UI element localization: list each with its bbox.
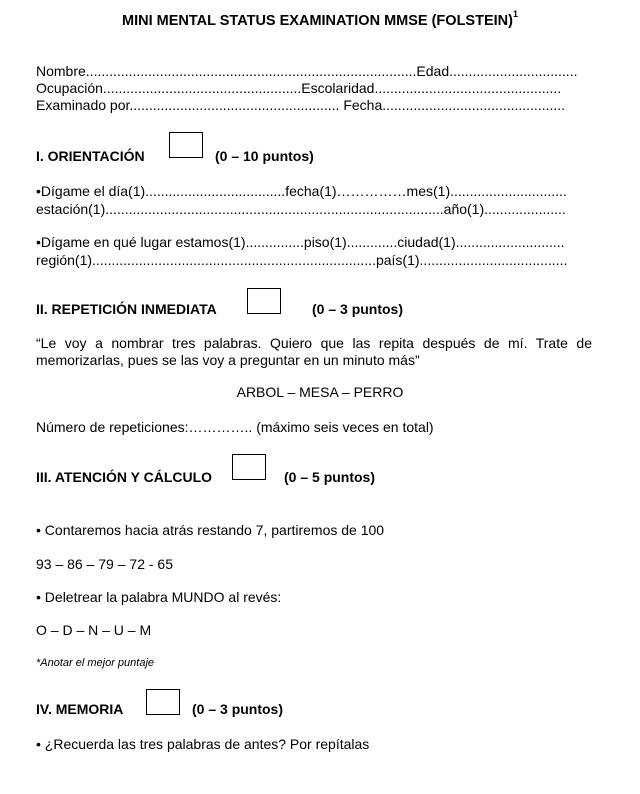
orientacion-line-2[interactable]: estación(1).......................................................................................año(1)..................... <box>36 201 566 217</box>
repeticion-instruction: “Le voy a nombrar tres palabras. Quiero que las repita después de mí. Trate de memorizarlas, pues se las voy a preguntar en un minuto más” <box>36 335 592 368</box>
atencion-score-box[interactable] <box>232 454 266 480</box>
field-nombre-edad[interactable]: Nombre.....................................................................................Edad................................. <box>36 63 578 79</box>
atencion-note: *Anotar el mejor puntaje <box>36 657 155 669</box>
atencion-bullet-mundo: • Deletrear la palabra MUNDO al revés: <box>36 589 282 605</box>
memoria-points: (0 – 3 puntos) <box>192 701 284 717</box>
orientacion-line-3[interactable]: •Dígame en qué lugar estamos(1)...............piso(1).............ciudad(1)............................ <box>36 234 565 250</box>
section-orientacion-title: I. ORIENTACIÓN <box>36 148 145 164</box>
field-examinado-fecha[interactable]: Examinado por...................................................... Fecha............................................... <box>36 97 566 113</box>
repeticion-points: (0 – 3 puntos) <box>312 301 404 317</box>
repeticion-count[interactable]: Número de repeticiones:………….. (máximo seis veces en total) <box>36 419 434 435</box>
memoria-bullet-recuerda: • ¿Recuerda las tres palabras de antes? Por repítalas <box>36 736 370 752</box>
orientacion-score-box[interactable] <box>169 132 203 158</box>
atencion-points: (0 – 5 puntos) <box>284 469 376 485</box>
atencion-sequence-numbers: 93 – 86 – 79 – 72 - 65 <box>36 556 173 572</box>
section-atencion-title: III. ATENCIÓN Y CÁLCULO <box>36 469 213 485</box>
orientacion-line-4[interactable]: región(1).........................................................................país(1)...................................... <box>36 252 568 268</box>
repeticion-score-box[interactable] <box>247 288 281 314</box>
title-footnote-marker: 1 <box>512 9 518 19</box>
atencion-bullet-restar: • Contaremos hacia atrás restando 7, partiremos de 100 <box>36 522 385 538</box>
document-title: MINI MENTAL STATUS EXAMINATION MMSE (FOLSTEIN)$^1$ <box>122 9 518 29</box>
orientacion-line-1[interactable]: •Dígame el día(1)....................................fecha(1)……………mes(1).............................. <box>36 183 567 199</box>
field-ocupacion-escolaridad[interactable]: Ocupación...................................................Escolaridad................................................ <box>36 80 562 96</box>
atencion-sequence-letters: O – D – N – U – M <box>36 622 152 638</box>
repeticion-words: ARBOL – MESA – PERRO <box>236 384 404 400</box>
section-repeticion-title: II. REPETICIÓN INMEDIATA <box>36 301 217 317</box>
section-memoria-title: IV. MEMORIA <box>36 701 124 717</box>
orientacion-points: (0 – 10 puntos) <box>215 148 314 164</box>
memoria-score-box[interactable] <box>146 689 180 715</box>
